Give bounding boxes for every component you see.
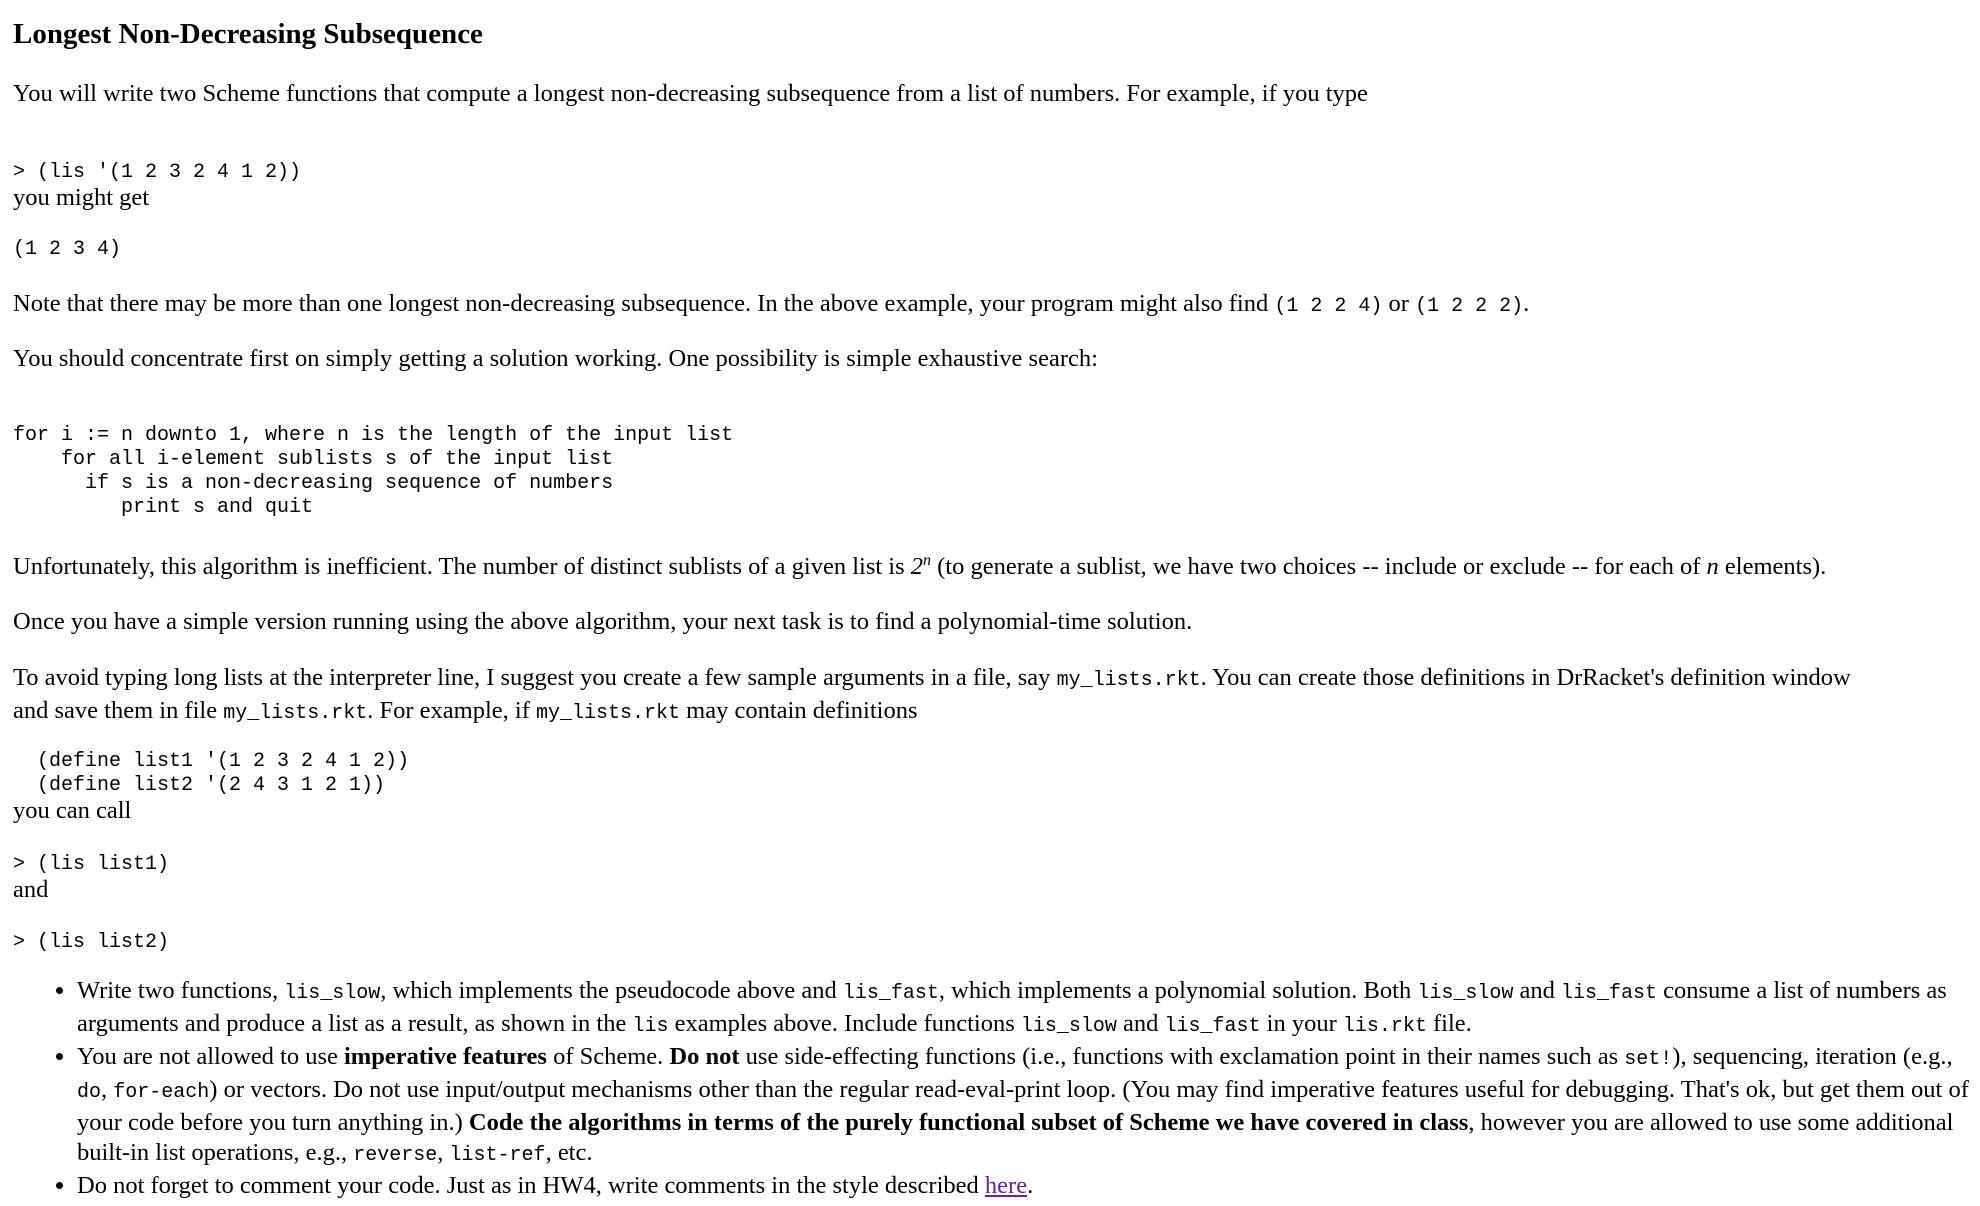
b1-code-1: lis_slow [284, 982, 381, 1005]
b1-code-4: lis_fast [1560, 982, 1657, 1005]
call-list2-code: > (lis list2) [13, 931, 170, 954]
avoid-paragraph [13, 663, 1851, 729]
file-name-2: my_lists.rkt [223, 702, 368, 725]
b1-text-5: consume a list of numbers as arguments and produce a list as a result, as shown in the [77, 977, 1947, 1037]
b2-strong-1: imperative features [343, 1043, 547, 1070]
example-result-code: (1 2 3 4) [13, 238, 122, 261]
note-text: Note that there may be more than one longest non-decreasing subsequence. In the above example, your program might also find [13, 290, 1275, 317]
definitions-code: (define list1 '(1 2 3 2 4 1 2)) (define list2 '(2 4 3 1 2 1)) [37, 750, 410, 797]
b1-text-3: , which implements a polynomial solution. Both [938, 977, 1418, 1004]
b2-text-4: ), sequencing, iteration (e.g., [1672, 1043, 1953, 1070]
might-get-text: you might get [13, 184, 150, 211]
b2-text-2: of Scheme. [546, 1043, 670, 1070]
b1-code-2: lis_fast [842, 982, 939, 1005]
alt-result-2: (1 2 2 2) [1415, 295, 1524, 318]
b1-text-8: in your [1260, 1010, 1343, 1037]
b2-text-5: , [101, 1076, 114, 1103]
b1-text-7: and [1116, 1010, 1165, 1037]
avoid-line-1 [13, 663, 1851, 696]
file-name-1: my_lists.rkt [1056, 669, 1201, 692]
b2-text-1: You are not allowed to use [77, 1043, 344, 1070]
avoid-text-2: . You can create those definitions in DrRacket's definition window [1200, 664, 1851, 691]
b1-code-8: lis.rkt [1342, 1015, 1427, 1038]
b2-code-2: do [77, 1081, 102, 1104]
page-title: Longest Non-Decreasing Subsequence [13, 18, 483, 50]
avoid-text-4: . For example, if [367, 697, 537, 724]
avoid-text-5: may contain definitions [680, 697, 918, 724]
b2-text-8: , [437, 1139, 450, 1166]
call-list1-code: > (lis list1) [13, 853, 170, 876]
pseudocode-block: for i := n downto 1, where n is the length of the input list for all i-element sublists s of the input list if s is a non-decreasing sequence of numbers print s and quit [13, 424, 734, 519]
b2-code-3: for-each [113, 1081, 210, 1104]
file-name-3: my_lists.rkt [536, 702, 681, 725]
note-or: or [1382, 290, 1416, 317]
example-call-code: > (lis '(1 2 3 2 4 1 2)) [13, 161, 302, 184]
b1-text-4: and [1513, 977, 1561, 1004]
b1-code-3: lis_slow [1417, 982, 1514, 1005]
b2-code-1: set! [1624, 1048, 1673, 1071]
power-base: 2 [910, 553, 924, 580]
list-item [77, 976, 1977, 1042]
inefficient-middle: (to generate a sublist, we have two choices -- include or exclude -- for each of [931, 553, 1707, 580]
inefficient-text: Unfortunately, this algorithm is inefficient. The number of distinct sublists of a given list is [13, 553, 911, 580]
intro-paragraph: You will write two Scheme functions that compute a longest non-decreasing subsequence from a list of numbers. For example, if you type [13, 80, 1368, 107]
requirements-list [13, 976, 1977, 1201]
note-end: . [1523, 290, 1530, 317]
avoid-line-2 [13, 696, 1851, 729]
b1-text-6: examples above. Include functions [668, 1010, 1021, 1037]
power-exponent: n [923, 551, 932, 569]
b2-strong-3: Code the algorithms in terms of the purely functional subset of Scheme we have covered in class [468, 1109, 1469, 1136]
avoid-text-3: and save them in file [13, 697, 224, 724]
b2-text-7: , however you are allowed to use some additional built-in list operations, e.g., [77, 1109, 1954, 1166]
b1-text-1: Write two functions, [77, 977, 285, 1004]
b1-code-6: lis_slow [1020, 1015, 1117, 1038]
two-power-n [911, 553, 931, 580]
inefficient-end: elements). [1718, 553, 1827, 580]
avoid-text-1: To avoid typing long lists at the interpreter line, I suggest you create a few sample arguments in a file, say [13, 664, 1057, 691]
concentrate-paragraph: You should concentrate first on simply getting a solution working. One possibility is simple exhaustive search: [13, 345, 1098, 372]
b2-code-5: list-ref [449, 1144, 546, 1167]
list-item [77, 1042, 1977, 1171]
b2-text-3: use side-effecting functions (i.e., functions with exclamation point in their names such as [739, 1043, 1625, 1070]
b1-text-9: file. [1426, 1010, 1472, 1037]
b1-code-7: lis_fast [1164, 1015, 1261, 1038]
n-variable: n [1706, 553, 1719, 580]
list-item [77, 1171, 1977, 1201]
and-text: and [13, 876, 49, 903]
inefficient-paragraph [13, 552, 1826, 582]
b3-text-2: . [1027, 1172, 1034, 1199]
b2-text-6: ) or vectors. Do not use input/output mechanisms other than the regular read-eval-print loop. (You may find imperative features useful for debugging. That's ok, but get them out of your code before you turn anything in.) [77, 1076, 1969, 1136]
b2-strong-2: Do not [669, 1043, 740, 1070]
comment-style-link[interactable]: here [984, 1172, 1028, 1199]
polynomial-paragraph: Once you have a simple version running using the above algorithm, your next task is to find a polynomial-time solution. [13, 608, 1193, 635]
b1-text-2: , which implements the pseudocode above and [380, 977, 843, 1004]
alt-result-1: (1 2 2 4) [1274, 295, 1383, 318]
b3-text-1: Do not forget to comment your code. Just as in HW4, write comments in the style described [77, 1172, 985, 1199]
b2-text-9: , etc. [545, 1139, 593, 1166]
note-paragraph [13, 289, 1529, 322]
b1-code-5: lis [632, 1015, 669, 1038]
you-can-call-text: you can call [13, 797, 132, 824]
b2-code-4: reverse [353, 1144, 438, 1167]
